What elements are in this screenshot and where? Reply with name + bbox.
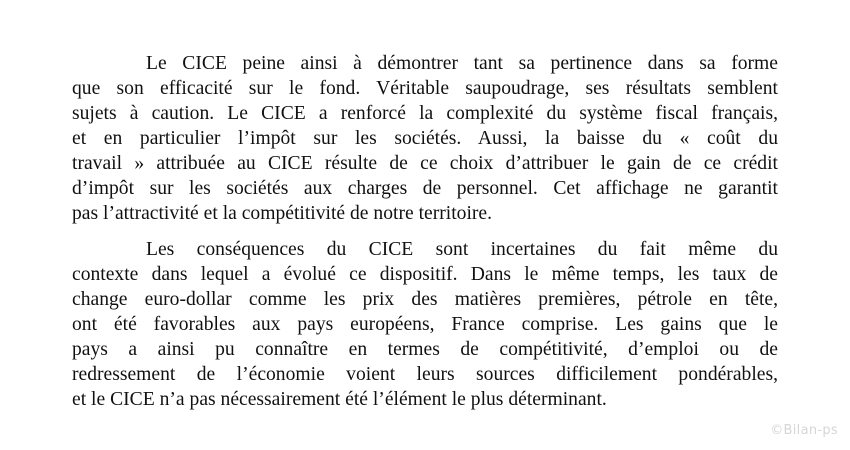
document-body — [72, 51, 778, 423]
text-line: ont été favorables aux pays européens, France comprise. Les gains que le — [72, 314, 778, 335]
paragraph-1 — [72, 51, 778, 226]
text-line: contexte dans lequel a évolué ce dispositif. Dans le même temps, les taux de — [72, 264, 778, 285]
text-line: et en particulier l’impôt sur les sociétés. Aussi, la baisse du « coût du — [72, 128, 778, 149]
text-line: d’impôt sur les sociétés aux charges de personnel. Cet affichage ne garantit — [72, 178, 778, 199]
watermark: ©Bilan-ps — [770, 423, 838, 438]
text-line: que son efficacité sur le fond. Véritable saupoudrage, ses résultats semblent — [72, 78, 778, 99]
text-line: Le CICE peine ainsi à démontrer tant sa pertinence dans sa forme — [146, 53, 778, 74]
text-line: pays a ainsi pu connaître en termes de compétitivité, d’emploi ou de — [72, 339, 778, 360]
text-line: redressement de l’économie voient leurs sources difficilement pondérables, — [72, 364, 778, 385]
text-line: et le CICE n’a pas nécessairement été l’élément le plus déterminant. — [72, 389, 607, 410]
text-line: sujets à caution. Le CICE a renforcé la complexité du système fiscal français, — [72, 103, 778, 124]
text-line: Les conséquences du CICE sont incertaines du fait même du — [146, 239, 778, 260]
paragraph-2 — [72, 237, 778, 412]
text-line: pas l’attractivité et la compétitivité de notre territoire. — [72, 203, 493, 224]
text-line: travail » attribuée au CICE résulte de ce choix d’attribuer le gain de ce crédit — [72, 153, 778, 174]
text-line: change euro-dollar comme les prix des matières premières, pétrole en tête, — [72, 289, 778, 310]
